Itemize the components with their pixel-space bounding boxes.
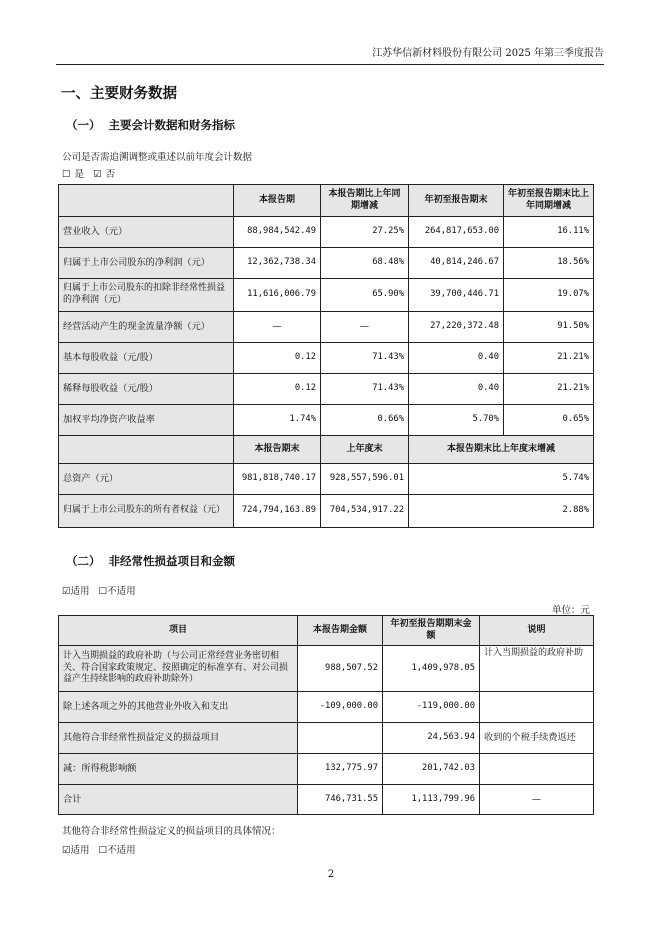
cell-value: 746,731.55	[298, 785, 383, 815]
cell-note	[480, 754, 594, 785]
cell-value: 71.43%	[321, 374, 409, 405]
row-label: 合计	[59, 785, 298, 815]
row-label: 归属于上市公司股东的扣除非经常性损益的净利润（元）	[59, 279, 234, 312]
financial-data-table	[58, 184, 594, 528]
table-header-cell: 本报告期末	[234, 436, 321, 464]
restate-options	[62, 166, 115, 180]
cell-value: 40,814,246.67	[409, 248, 504, 279]
cell-value: 2.88%	[409, 495, 594, 528]
row-label: 归属于上市公司股东的所有者权益（元）	[59, 495, 234, 528]
row-label: 营业收入（元）	[59, 217, 234, 248]
cell-value: 981,818,740.17	[234, 464, 321, 495]
cell-value: 27,220,372.48	[409, 312, 504, 343]
note-text: 其他符合非经常性损益定义的损益项目的具体情况：	[62, 826, 281, 837]
subsection-title-2: （二） 非经常性损益项目和金额	[66, 554, 236, 568]
cell-value: 1,113,799.96	[383, 785, 480, 815]
cell-value	[298, 723, 383, 754]
cell-value: 0.12	[234, 374, 321, 405]
cell-note: 收到的个税手续费返还	[480, 723, 594, 754]
table-row	[59, 217, 594, 248]
cell-value: 11,616,006.79	[234, 279, 321, 312]
option-not-applicable-label: 不适用	[107, 586, 136, 597]
cell-value: 0.40	[409, 374, 504, 405]
table-header-cell: 年初至报告期末比上年同期增减	[504, 185, 594, 217]
applicable-options	[62, 583, 136, 597]
unit-label: 单位：元	[551, 605, 590, 616]
table-header-cell: 上年度末	[321, 436, 409, 464]
table-header-row	[59, 436, 594, 464]
non-recurring-items-table	[58, 615, 594, 815]
table-header-cell: 年初至报告期末	[409, 185, 504, 217]
table-header-cell	[59, 185, 234, 217]
cell-value: 1,409,978.05	[383, 646, 480, 692]
row-label: 计入当期损益的政府补助（与公司正常经营业务密切相关、符合国家政策规定、按照确定的标准享有、对公司损益产生持续影响的政府补助除外）	[59, 646, 298, 692]
table-header-cell: 年初至报告期期末金额	[383, 616, 480, 646]
cell-value: 16.11%	[504, 217, 594, 248]
cell-value: 68.48%	[321, 248, 409, 279]
table-header-cell: 说明	[480, 616, 594, 646]
cell-value: 91.50%	[504, 312, 594, 343]
cell-value: 928,557,596.01	[321, 464, 409, 495]
cell-note	[480, 692, 594, 723]
table-row	[59, 343, 594, 374]
cell-value: 201,742.03	[383, 754, 480, 785]
row-label: 除上述各项之外的其他营业外收入和支出	[59, 692, 298, 723]
cell-value: 19.07%	[504, 279, 594, 312]
table-row	[59, 646, 594, 692]
option-applicable-label-2: 适用	[70, 845, 90, 856]
table-row	[59, 248, 594, 279]
table-header-cell: 本报告期金额	[298, 616, 383, 646]
cell-value: 5.74%	[409, 464, 594, 495]
cell-value: 18.56%	[504, 248, 594, 279]
cell-value: 12,362,738.34	[234, 248, 321, 279]
row-label: 归属于上市公司股东的净利润（元）	[59, 248, 234, 279]
cell-value: 1.74%	[234, 405, 321, 436]
cell-value: —	[321, 312, 409, 343]
checkbox-applicable-2[interactable]: ☑	[62, 845, 71, 856]
cell-value: 132,775.97	[298, 754, 383, 785]
cell-value: 724,794,163.89	[234, 495, 321, 528]
checkbox-no[interactable]: ☑	[93, 169, 102, 180]
cell-value: -119,000.00	[383, 692, 480, 723]
option-applicable-label: 适用	[70, 586, 90, 597]
cell-note: 计入当期损益的政府补助	[480, 646, 594, 692]
checkbox-not-applicable-2[interactable]: ☐	[98, 845, 108, 856]
table-row	[59, 464, 594, 495]
table-row	[59, 785, 594, 815]
checkbox-yes[interactable]: ☐	[62, 169, 71, 180]
cell-value: 21.21%	[504, 343, 594, 374]
cell-value: 264,817,653.00	[409, 217, 504, 248]
table-header-cell: 本报告期比上年同期增减	[321, 185, 409, 217]
table-row	[59, 279, 594, 312]
cell-value: 27.25%	[321, 217, 409, 248]
cell-value: 65.90%	[321, 279, 409, 312]
table-row	[59, 754, 594, 785]
cell-value: -109,000.00	[298, 692, 383, 723]
option-not-applicable-label-2: 不适用	[107, 845, 136, 856]
option-yes-label: 是	[74, 169, 85, 180]
cell-value: 0.12	[234, 343, 321, 374]
cell-value: —	[234, 312, 321, 343]
option-no-label: 否	[105, 169, 116, 180]
row-label: 经营活动产生的现金流量净额（元）	[59, 312, 234, 343]
row-label: 减：所得税影响额	[59, 754, 298, 785]
table-header-row	[59, 616, 594, 646]
cell-value: 704,534,917.22	[321, 495, 409, 528]
table-header-cell: 本报告期末比上年度末增减	[409, 436, 594, 464]
table-row	[59, 405, 594, 436]
row-label: 总资产（元）	[59, 464, 234, 495]
row-label: 基本每股收益（元/股）	[59, 343, 234, 374]
row-label: 稀释每股收益（元/股）	[59, 374, 234, 405]
section-title: 一、主要财务数据	[61, 85, 177, 102]
table-row	[59, 692, 594, 723]
table-row	[59, 374, 594, 405]
cell-value: 0.66%	[321, 405, 409, 436]
table-header-cell	[59, 436, 234, 464]
table-header-row	[59, 185, 594, 217]
cell-value: 21.21%	[504, 374, 594, 405]
cell-value: 988,507.52	[298, 646, 383, 692]
checkbox-not-applicable[interactable]: ☐	[98, 586, 108, 597]
table-row	[59, 723, 594, 754]
cell-value: 24,563.94	[383, 723, 480, 754]
cell-value: 0.40	[409, 343, 504, 374]
cell-value: 0.65%	[504, 405, 594, 436]
checkbox-applicable[interactable]: ☑	[62, 586, 71, 597]
page-header: 江苏华信新材料股份有限公司 2025 年第三季度报告	[56, 44, 604, 65]
applicable-options-2	[62, 842, 136, 856]
restate-question: 公司是否需追溯调整或重述以前年度会计数据	[62, 152, 253, 163]
row-label: 其他符合非经常性损益定义的损益项目	[59, 723, 298, 754]
cell-note: —	[480, 785, 594, 815]
table-row	[59, 312, 594, 343]
table-header-cell: 项目	[59, 616, 298, 646]
cell-value: 88,984,542.49	[234, 217, 321, 248]
cell-value: 39,700,446.71	[409, 279, 504, 312]
page-number: 2	[327, 869, 335, 880]
table-row	[59, 495, 594, 528]
cell-value: 71.43%	[321, 343, 409, 374]
subsection-title-1: （一） 主要会计数据和财务指标	[66, 118, 236, 132]
row-label: 加权平均净资产收益率	[59, 405, 234, 436]
cell-value: 5.70%	[409, 405, 504, 436]
table-header-cell: 本报告期	[234, 185, 321, 217]
